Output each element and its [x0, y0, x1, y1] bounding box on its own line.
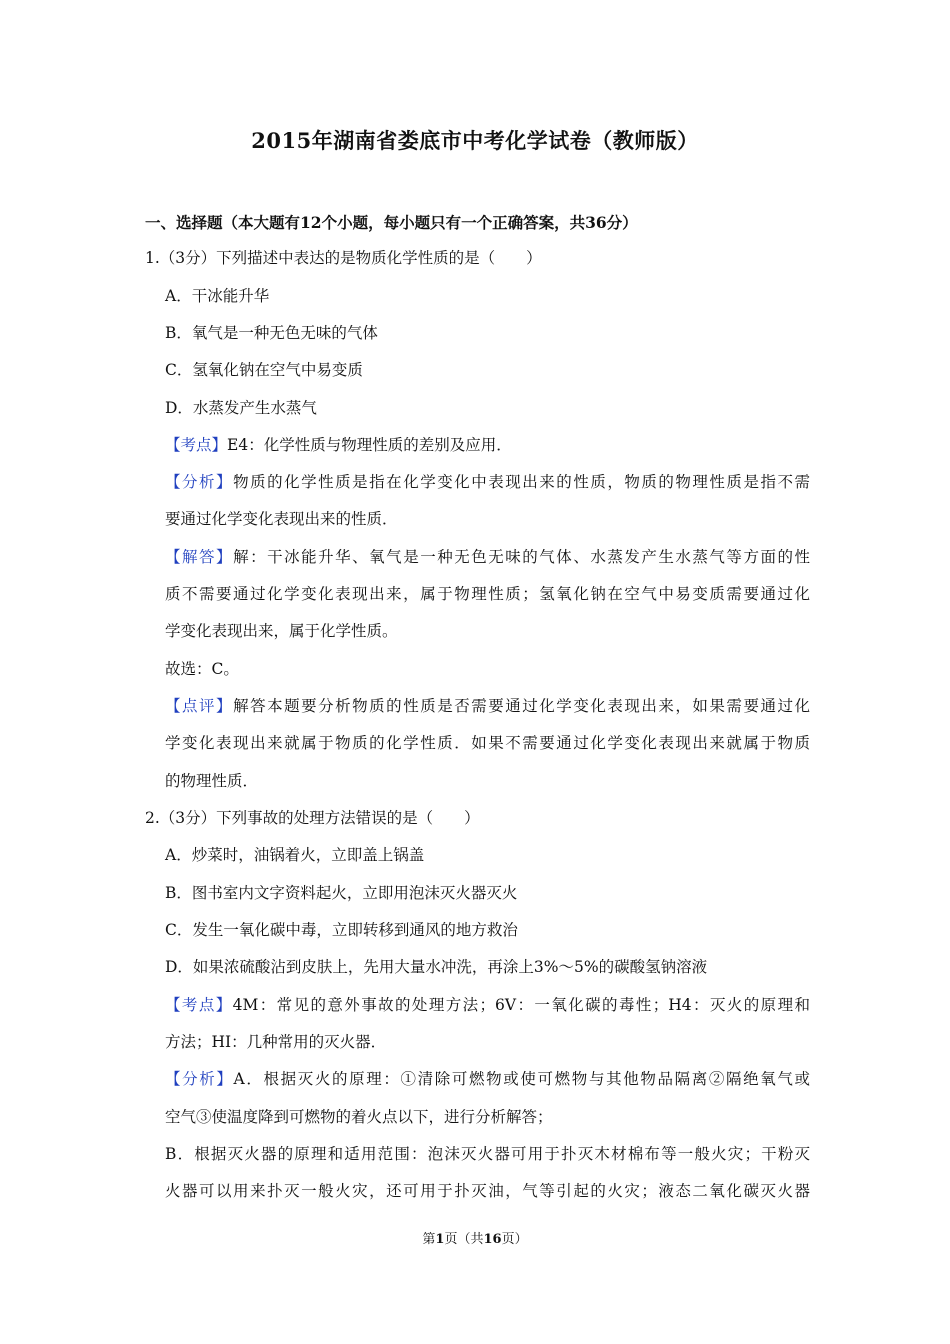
question-2-kaodian: 【考点】4M：常见的意外事故的处理方法；6V：一氧化碳的毒性；H4：灭火的原理和: [165, 996, 810, 1014]
fenxi-tag: 【分析】: [165, 473, 234, 491]
question-1-jieda: 【解答】解：干冰能升华、氧气是一种无色无味的气体、水蒸发产生水蒸气等方面的性: [165, 548, 810, 566]
question-2-fenxi: 【分析】A．根据灭火的原理：①清除可燃物或使可燃物与其他物品隔离②隔绝氧气或: [165, 1070, 810, 1088]
question-1-answer: 故选：C。: [165, 660, 239, 678]
question-1-jieda-cont: 质不需要通过化学变化表现出来，属于物理性质；氢氧化钠在空气中易变质需要通过化: [165, 585, 810, 603]
question-1-kaodian: 【考点】E4：化学性质与物理性质的差别及应用．: [165, 436, 512, 454]
question-2-kaodian-cont: 方法；HI：几种常用的灭火器．: [165, 1033, 387, 1051]
kaodian-tag: 【考点】: [165, 436, 228, 454]
question-1-dianping-cont: 学变化表现出来就属于物质的化学性质．如果不需要通过化学变化表现出来就属于物质: [165, 734, 810, 752]
kaodian-tag: 【考点】: [165, 996, 233, 1014]
question-1-option-b: B．氧气是一种无色无味的气体: [165, 324, 378, 342]
fenxi-tag: 【分析】: [165, 1070, 234, 1088]
question-1-option-d: D．水蒸发产生水蒸气: [165, 399, 317, 417]
question-1-fenxi-cont: 要通过化学变化表现出来的性质．: [165, 510, 398, 528]
question-1-option-c: C．氢氧化钠在空气中易变质: [165, 361, 363, 379]
page-footer: 第1页（共16页）: [422, 1232, 528, 1247]
question-2-option-d: D．如果浓硫酸沾到皮肤上，先用大量水冲洗，再涂上3%～5%的碳酸氢钠溶液: [165, 958, 708, 976]
question-1-dianping: 【点评】解答本题要分析物质的性质是否需要通过化学变化表现出来，如果需要通过化: [165, 697, 810, 715]
page-total: 16: [483, 1232, 502, 1247]
question-2-fenxi-cont: 空气③使温度降到可燃物的着火点以下，进行分析解答；: [165, 1108, 553, 1126]
page-number: 1: [435, 1232, 445, 1247]
page-title: 2015年湖南省娄底市中考化学试卷（教师版）: [251, 128, 699, 153]
question-2-fenxi-cont-3: 火器可以用来扑灭一般火灾，还可用于扑灭油，气等引起的火灾；液态二氧化碳灭火器: [165, 1182, 810, 1200]
question-2-stem: 2.（3分）下列事故的处理方法错误的是（ ）: [145, 809, 480, 827]
question-1-fenxi: 【分析】物质的化学性质是指在化学变化中表现出来的性质，物质的物理性质是指不需: [165, 473, 810, 491]
question-2-option-a: A．炒菜时，油锅着火，立即盖上锅盖: [165, 846, 425, 864]
section-heading: 一、选择题（本大题有12个小题，每小题只有一个正确答案，共36分）: [145, 213, 638, 232]
question-2-option-c: C．发生一氧化碳中毒，立即转移到通风的地方救治: [165, 921, 518, 939]
question-1-option-a: A．干冰能升华: [165, 287, 270, 305]
dianping-tag: 【点评】: [165, 697, 234, 715]
question-2-fenxi-cont-2: B．根据灭火器的原理和适用范围：泡沫灭火器可用于扑灭木材棉布等一般火灾；干粉灭: [165, 1145, 810, 1163]
jieda-tag: 【解答】: [165, 548, 234, 566]
question-1-stem: 1.（3分）下列描述中表达的是物质化学性质的是（ ）: [145, 249, 542, 267]
question-1-jieda-cont-2: 学变化表现出来，属于化学性质。: [165, 622, 398, 640]
question-2-option-b: B．图书室内文字资料起火，立即用泡沫灭火器灭火: [165, 884, 518, 902]
question-1-dianping-cont-2: 的物理性质．: [165, 772, 259, 790]
